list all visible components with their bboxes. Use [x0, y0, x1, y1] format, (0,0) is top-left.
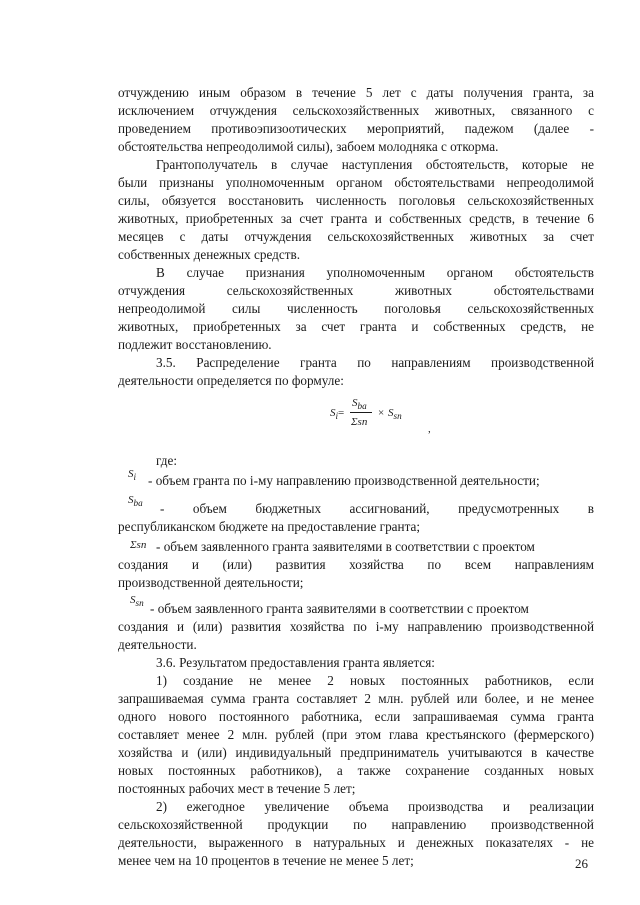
text-line: сельскохозяйственной продукции по направлению производственной	[118, 817, 594, 832]
text-line: - объем бюджетных ассигнований, предусмотренных в	[160, 501, 594, 516]
text-line: 3.6. Результатом предоставления гранта является:	[156, 655, 435, 670]
text-line: составляет менее 2 млн. рублей (при этом глава крестьянского (фермерского)	[118, 727, 594, 742]
text-line: животных, приобретенных за счет гранта и собственных средств, в течение 6	[118, 211, 594, 226]
text-line: 1) создание не менее 2 новых постоянных работников, если	[156, 673, 594, 688]
text-line: создания и (или) развития хозяйства по i-му направлению производственной	[118, 619, 594, 634]
text-line: 2) ежегодное увеличение объема производства и реализации	[156, 799, 594, 814]
symbol-sba: $S_{ba}$	[128, 494, 143, 509]
text-line: непреодолимой силы численность поголовья сельскохозяйственных	[118, 301, 594, 316]
formula-comma: ,	[428, 423, 431, 435]
symbol-si: $S_i$	[128, 468, 137, 483]
text-line: запрашиваемая сумма гранта составляет 2 млн. рублей или более, и не менее	[118, 691, 594, 706]
text-line: исключением отчуждения сельскохозяйственных животных, связанного с	[118, 103, 594, 118]
text-line: обстоятельства непреодолимой силы), забоем молодняка с откорма.	[118, 139, 499, 154]
symbol-ssn: $S_{sn}$	[130, 594, 144, 609]
text-line: были признаны уполномоченным органом обстоятельствами непреодолимой	[118, 175, 594, 190]
text-line: отчуждения сельскохозяйственных животных обстоятельствами	[118, 283, 594, 298]
text-line: - объем заявленного гранта заявителями в соответствии с проектом	[156, 539, 535, 554]
text-line: новых постоянных работников), а также сохранение созданных новых	[118, 763, 594, 778]
formula-times: ×	[378, 407, 385, 419]
text-line: силы, обязуется восстановить численность поголовья сельскохозяйственных	[118, 193, 594, 208]
formula-rhs: $S_{sn}$	[388, 407, 402, 422]
formula-denominator: Σsn	[351, 416, 368, 428]
text-line: деятельности определяется по формуле:	[118, 373, 344, 388]
text-line: 3.5. Распределение гранта по направлениям производственной	[156, 355, 594, 370]
text-line: создания и (или) развития хозяйства по всем направлениям	[118, 557, 594, 572]
symbol-sumsn: Σsn	[130, 539, 147, 551]
text-line: В случае признания уполномоченным органом обстоятельств	[156, 265, 594, 280]
page-number: 26	[575, 856, 588, 871]
text-line: где:	[156, 453, 177, 468]
text-line: подлежит восстановлению.	[118, 337, 272, 352]
text-line: отчуждению иным образом в течение 5 лет с даты получения гранта, за	[118, 85, 594, 100]
fraction-bar	[350, 412, 372, 413]
grant-formula	[330, 395, 440, 435]
text-line: проведением противоэпизоотических мероприятий, падежом (далее -	[118, 121, 594, 136]
text-line: Грантополучатель в случае наступления обстоятельств, которые не	[156, 157, 594, 172]
text-line: - объем заявленного гранта заявителями в соответствии с проектом	[150, 601, 529, 616]
text-line: деятельности, выраженного в натуральных и денежных показателях - не	[118, 835, 594, 850]
formula-numerator: $S_{ba}$	[352, 397, 367, 412]
text-line: месяцев с даты отчуждения сельскохозяйственных животных за счет	[118, 229, 594, 244]
text-line: собственных денежных средств.	[118, 247, 301, 262]
text-line: животных, приобретенных за счет гранта и собственных средств, не	[118, 319, 594, 334]
text-line: хозяйства и (или) индивидуальный предприниматель учитываются в качестве	[118, 745, 594, 760]
text-line: республиканском бюджете на предоставление гранта;	[118, 519, 421, 534]
text-line: постоянных рабочих мест в течение 5 лет;	[118, 781, 356, 796]
text-line: - объем гранта по i-му направлению производственной деятельности;	[148, 473, 540, 488]
text-line: менее чем на 10 процентов в течение не менее 5 лет;	[118, 853, 414, 868]
text-line: производственной деятельности;	[118, 575, 304, 590]
formula-lhs: $S_i=$	[330, 407, 345, 422]
text-line: деятельности.	[118, 637, 197, 652]
text-line: одного нового постоянного работника, если запрашиваемая сумма гранта	[118, 709, 594, 724]
